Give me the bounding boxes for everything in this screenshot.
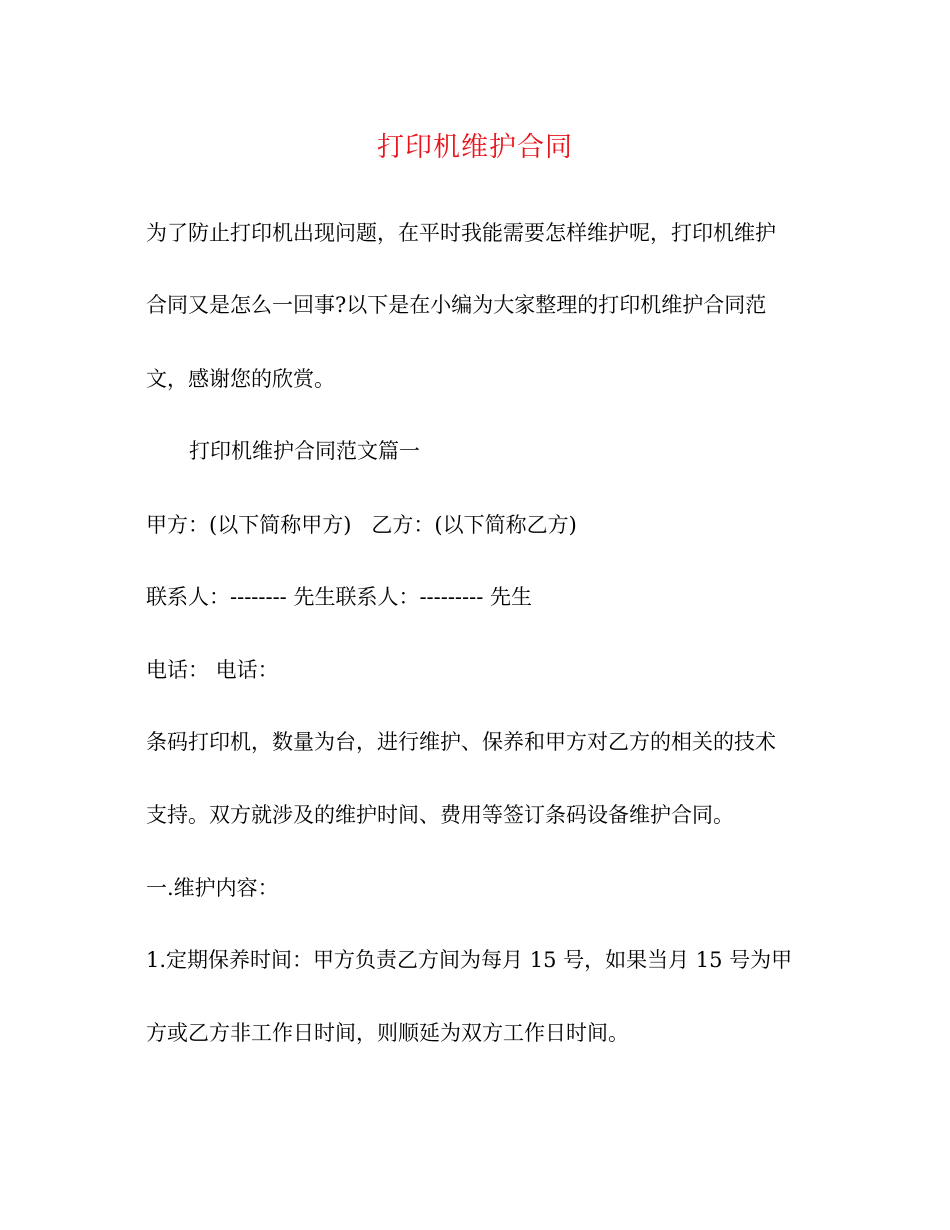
paragraph-line: 支持。双方就涉及的维护时间、费用等签订条码设备维护合同。 (146, 803, 734, 827)
paragraph-line: 文，感谢您的欣赏。 (146, 367, 335, 391)
section-heading: 打印机维护合同范文篇一 (189, 439, 420, 463)
paragraph-line: 条码打印机，数量为台，进行维护、保养和甲方对乙方的相关的技术 (146, 730, 776, 754)
document-title: 打印机维护合同 (377, 132, 573, 163)
section-heading: 一.维护内容： (146, 876, 279, 900)
phone-line: 电话： 电话： (146, 658, 279, 682)
paragraph-line: 为了防止打印机出现问题，在平时我能需要怎样维护呢，打印机维护 (146, 221, 776, 245)
list-item: 1.定期保养时间：甲方负责乙方间为每月 15 号，如果当月 15 号为甲 (146, 948, 793, 972)
contact-line: 联系人：-------- 先生联系人：--------- 先生 (146, 585, 532, 609)
paragraph-line: 合同又是怎么一回事?以下是在小编为大家整理的打印机维护合同范 (146, 293, 767, 317)
party-line: 甲方：(以下简称甲方) 乙方：(以下简称乙方) (146, 513, 577, 537)
list-item-continuation: 方或乙方非工作日时间，则顺延为双方工作日时间。 (146, 1021, 629, 1045)
